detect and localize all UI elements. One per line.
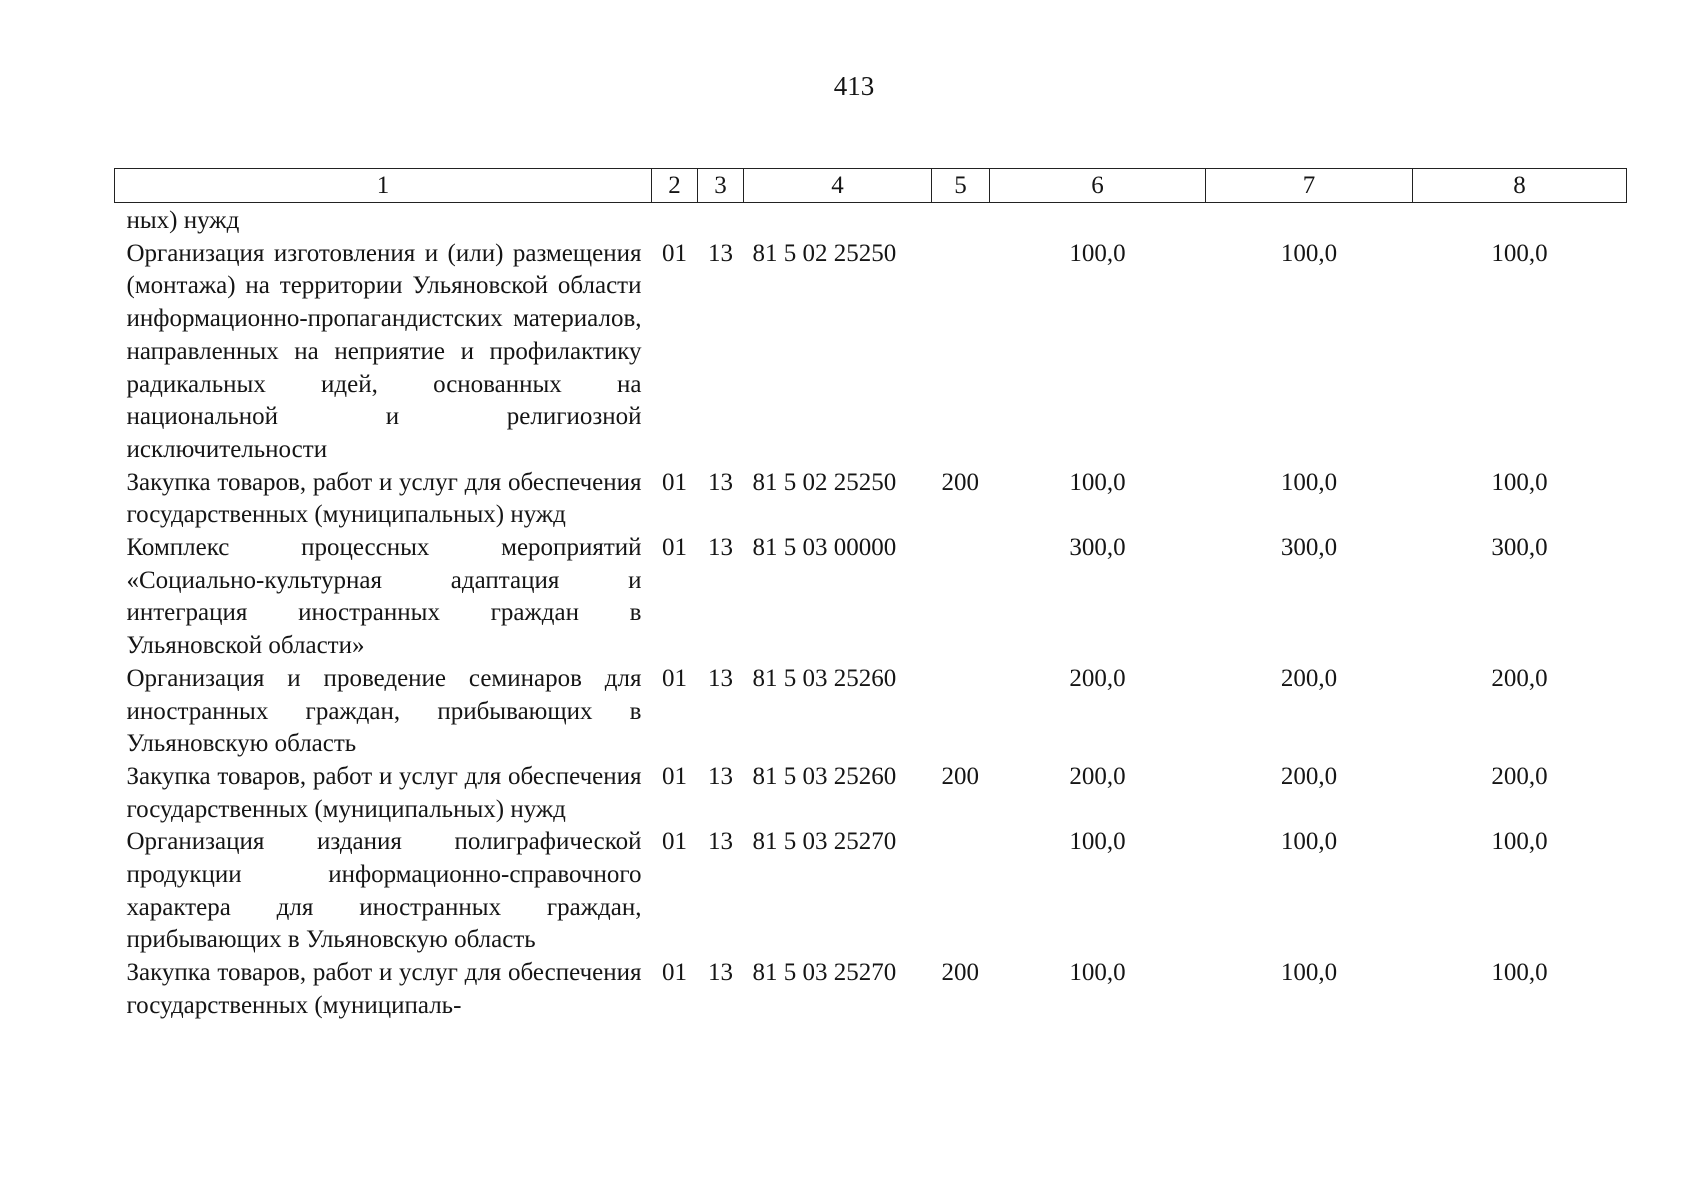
- row-target-code: 81 5 03 25270: [752, 828, 897, 856]
- row-amount-6: 100,0: [1069, 828, 1126, 856]
- row-subsection: [698, 203, 744, 238]
- table-row: [115, 826, 1627, 957]
- row-amount-7: 300,0: [1280, 534, 1338, 562]
- row-target-code: 81 5 02 25250: [752, 468, 897, 496]
- row-target-code: [744, 203, 932, 238]
- row-expense-type: [932, 826, 990, 957]
- row-amount-8: 200,0: [1491, 762, 1548, 790]
- row-amount-6: 100,0: [1069, 959, 1126, 987]
- row-amount-6: 300,0: [1069, 534, 1126, 562]
- header-col-1: 1: [115, 169, 652, 203]
- row-expense-type: [932, 663, 990, 761]
- row-amount-8: 200,0: [1491, 664, 1548, 692]
- row-amount-7: 100,0: [1280, 959, 1338, 987]
- row-amount-6: [990, 203, 1206, 238]
- row-name: Комплекс процессных мероприятий «Социально-культурная адаптация и интеграция иностранных граждан в Ульяновской области»: [126, 534, 642, 660]
- row-target-code: 81 5 03 25260: [752, 762, 897, 790]
- column-number-header: [115, 169, 1627, 203]
- row-subsection: 13: [708, 762, 733, 790]
- row-amount-8: 100,0: [1491, 239, 1548, 267]
- table-row: [115, 663, 1627, 761]
- row-expense-type: [932, 532, 990, 663]
- row-amount-6: 100,0: [1069, 468, 1126, 496]
- row-amount-6: 100,0: [1069, 239, 1126, 267]
- row-subsection: 13: [708, 959, 733, 987]
- row-name: Закупка товаров, работ и услуг для обеспечения государственных (муниципаль-: [126, 959, 642, 1019]
- row-subsection: 13: [708, 239, 733, 267]
- row-subsection: 13: [708, 468, 733, 496]
- row-section: 01: [662, 828, 687, 856]
- row-subsection: 13: [708, 828, 733, 856]
- row-amount-8: 100,0: [1491, 828, 1548, 856]
- row-section: 01: [662, 468, 687, 496]
- row-amount-8: [1413, 203, 1627, 238]
- row-expense-type: 200: [941, 762, 979, 790]
- header-col-8: 8: [1413, 169, 1627, 203]
- row-section: 01: [662, 239, 687, 267]
- row-expense-type: 200: [941, 959, 979, 987]
- header-col-4: 4: [744, 169, 932, 203]
- row-amount-7: 100,0: [1280, 468, 1338, 496]
- table-row: [115, 467, 1627, 532]
- row-name: Закупка товаров, работ и услуг для обеспечения государственных (муниципальных) нужд: [126, 468, 642, 529]
- row-name: Организация издания полиграфической продукции информационно-справочного характера для иностранных граждан, прибывающих в Ульяновскую область: [126, 828, 642, 954]
- row-section: 01: [662, 664, 687, 692]
- row-subsection: 13: [708, 664, 733, 692]
- header-col-5: 5: [932, 169, 990, 203]
- row-amount-7: 200,0: [1280, 762, 1338, 790]
- row-expense-type: [932, 203, 990, 238]
- row-amount-7: 100,0: [1280, 239, 1338, 267]
- table-row: [115, 238, 1627, 467]
- row-amount-8: 100,0: [1491, 959, 1548, 987]
- table-row: [115, 957, 1627, 1022]
- row-subsection: 13: [708, 534, 733, 562]
- table-row: [115, 203, 1627, 238]
- row-section: [652, 203, 698, 238]
- row-amount-7: 100,0: [1280, 828, 1338, 856]
- row-name: Закупка товаров, работ и услуг для обеспечения государственных (муниципальных) нужд: [126, 762, 642, 823]
- row-section: 01: [662, 762, 687, 790]
- row-target-code: 81 5 03 25270: [752, 959, 897, 987]
- row-section: 01: [662, 534, 687, 562]
- row-target-code: 81 5 03 00000: [752, 534, 897, 562]
- row-target-code: 81 5 03 25260: [752, 664, 897, 692]
- row-amount-8: 100,0: [1491, 468, 1548, 496]
- page-number: 413: [833, 71, 875, 101]
- row-amount-6: 200,0: [1069, 664, 1126, 692]
- header-col-7: 7: [1206, 169, 1413, 203]
- header-col-6: 6: [990, 169, 1206, 203]
- header-col-2: 2: [652, 169, 698, 203]
- row-amount-6: 200,0: [1069, 762, 1126, 790]
- row-amount-7: 200,0: [1280, 664, 1338, 692]
- row-expense-type: 200: [941, 468, 979, 496]
- row-name: ных) нужд: [126, 207, 240, 234]
- row-amount-8: 300,0: [1491, 534, 1548, 562]
- row-name: Организация и проведение семинаров для иностранных граждан, прибывающих в Ульяновскую область: [126, 664, 642, 758]
- table-row: [115, 532, 1627, 663]
- row-expense-type: [932, 238, 990, 467]
- budget-table: [114, 168, 1627, 1023]
- table-row: [115, 761, 1627, 826]
- row-name: Организация изготовления и (или) размещения (монтажа) на территории Ульяновской области информационно-пропагандистских материалов, направленных на неприятие и профилактику радикальных идей, основанных на национальной и религиозной исключительности: [126, 239, 642, 463]
- row-amount-7: [1206, 203, 1413, 238]
- row-target-code: 81 5 02 25250: [752, 239, 897, 267]
- row-section: 01: [662, 959, 687, 987]
- header-col-3: 3: [698, 169, 744, 203]
